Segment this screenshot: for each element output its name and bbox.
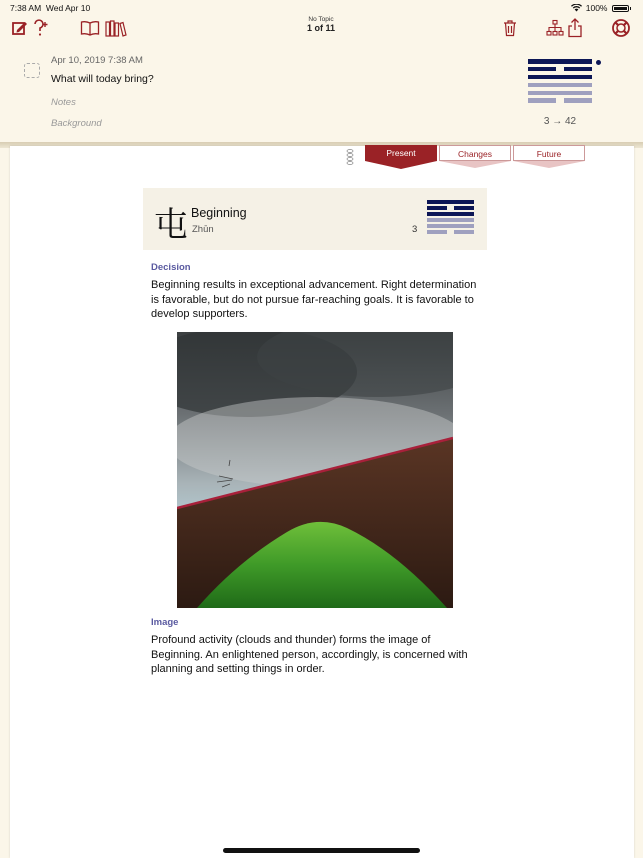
- notes-field[interactable]: Notes: [51, 97, 76, 108]
- tab-present[interactable]: Present: [365, 145, 437, 161]
- hexagram-name: Beginning: [191, 206, 247, 220]
- compose-icon[interactable]: [9, 17, 31, 39]
- topic-header[interactable]: [271, 16, 371, 33]
- decision-heading: Decision: [151, 262, 191, 273]
- status-bar: [0, 0, 643, 14]
- hexagram-number: 3: [412, 224, 418, 235]
- hexagram-line: [528, 98, 592, 103]
- hexagram-character: 屯: [154, 205, 188, 245]
- entry-question[interactable]: What will today bring?: [51, 73, 154, 85]
- hexagram-line: [528, 67, 592, 72]
- battery-percent: 100%: [585, 3, 608, 13]
- help-icon[interactable]: [30, 17, 52, 39]
- decision-text: Beginning results in exceptional advancement. Right determination is favorable, but do not pursue far-reaching goals. It is favorable to develop supporters.: [151, 279, 477, 320]
- hexagram-line: [528, 75, 592, 80]
- moving-line-dot: [596, 60, 601, 65]
- entry-checkbox[interactable]: [24, 63, 40, 78]
- hexagram-line: [427, 224, 474, 228]
- background-field[interactable]: Background: [51, 118, 102, 129]
- hexagram-line: [427, 206, 474, 210]
- hexagram-line: [528, 91, 592, 96]
- hexagram-line: [528, 59, 592, 64]
- hexagram-line: [427, 230, 474, 234]
- hexagram-large[interactable]: [528, 59, 592, 106]
- battery-icon: [612, 5, 629, 12]
- hexagram-line: [427, 200, 474, 204]
- hierarchy-icon[interactable]: [544, 17, 566, 39]
- lifebuoy-icon[interactable]: [610, 17, 632, 39]
- tab-changes[interactable]: Changes: [439, 145, 511, 161]
- share-icon[interactable]: [564, 17, 586, 39]
- tab-future[interactable]: Future: [513, 145, 585, 161]
- home-indicator[interactable]: [223, 848, 420, 853]
- toolbar: [0, 14, 643, 41]
- hexagram-small: [427, 200, 474, 237]
- trash-icon[interactable]: [499, 17, 521, 39]
- reading-tabs: [345, 145, 595, 169]
- topic-label: No Topic: [308, 16, 334, 23]
- entry-date: Apr 10, 2019 7:38 AM: [51, 55, 143, 66]
- wifi-icon: [571, 4, 582, 12]
- image-heading: Image: [151, 617, 179, 628]
- hexagram-line: [427, 218, 474, 222]
- book-icon[interactable]: [79, 17, 101, 39]
- hexagram-painting: [177, 332, 453, 608]
- hexagram-change: 3 → 42: [543, 116, 577, 127]
- status-time: 7:38 AM Wed Apr 10: [10, 3, 91, 13]
- image-text: Profound activity (clouds and thunder) forms the image of Beginning. An enlightened person, accordingly, is concerned with planning and setting things in order.: [151, 634, 468, 675]
- hexagram-pinyin: Zhūn: [192, 224, 214, 235]
- hexagram-line: [528, 83, 592, 88]
- entry-counter: 1 of 11: [306, 23, 335, 33]
- library-icon[interactable]: [104, 17, 128, 39]
- hexagram-line: [427, 212, 474, 216]
